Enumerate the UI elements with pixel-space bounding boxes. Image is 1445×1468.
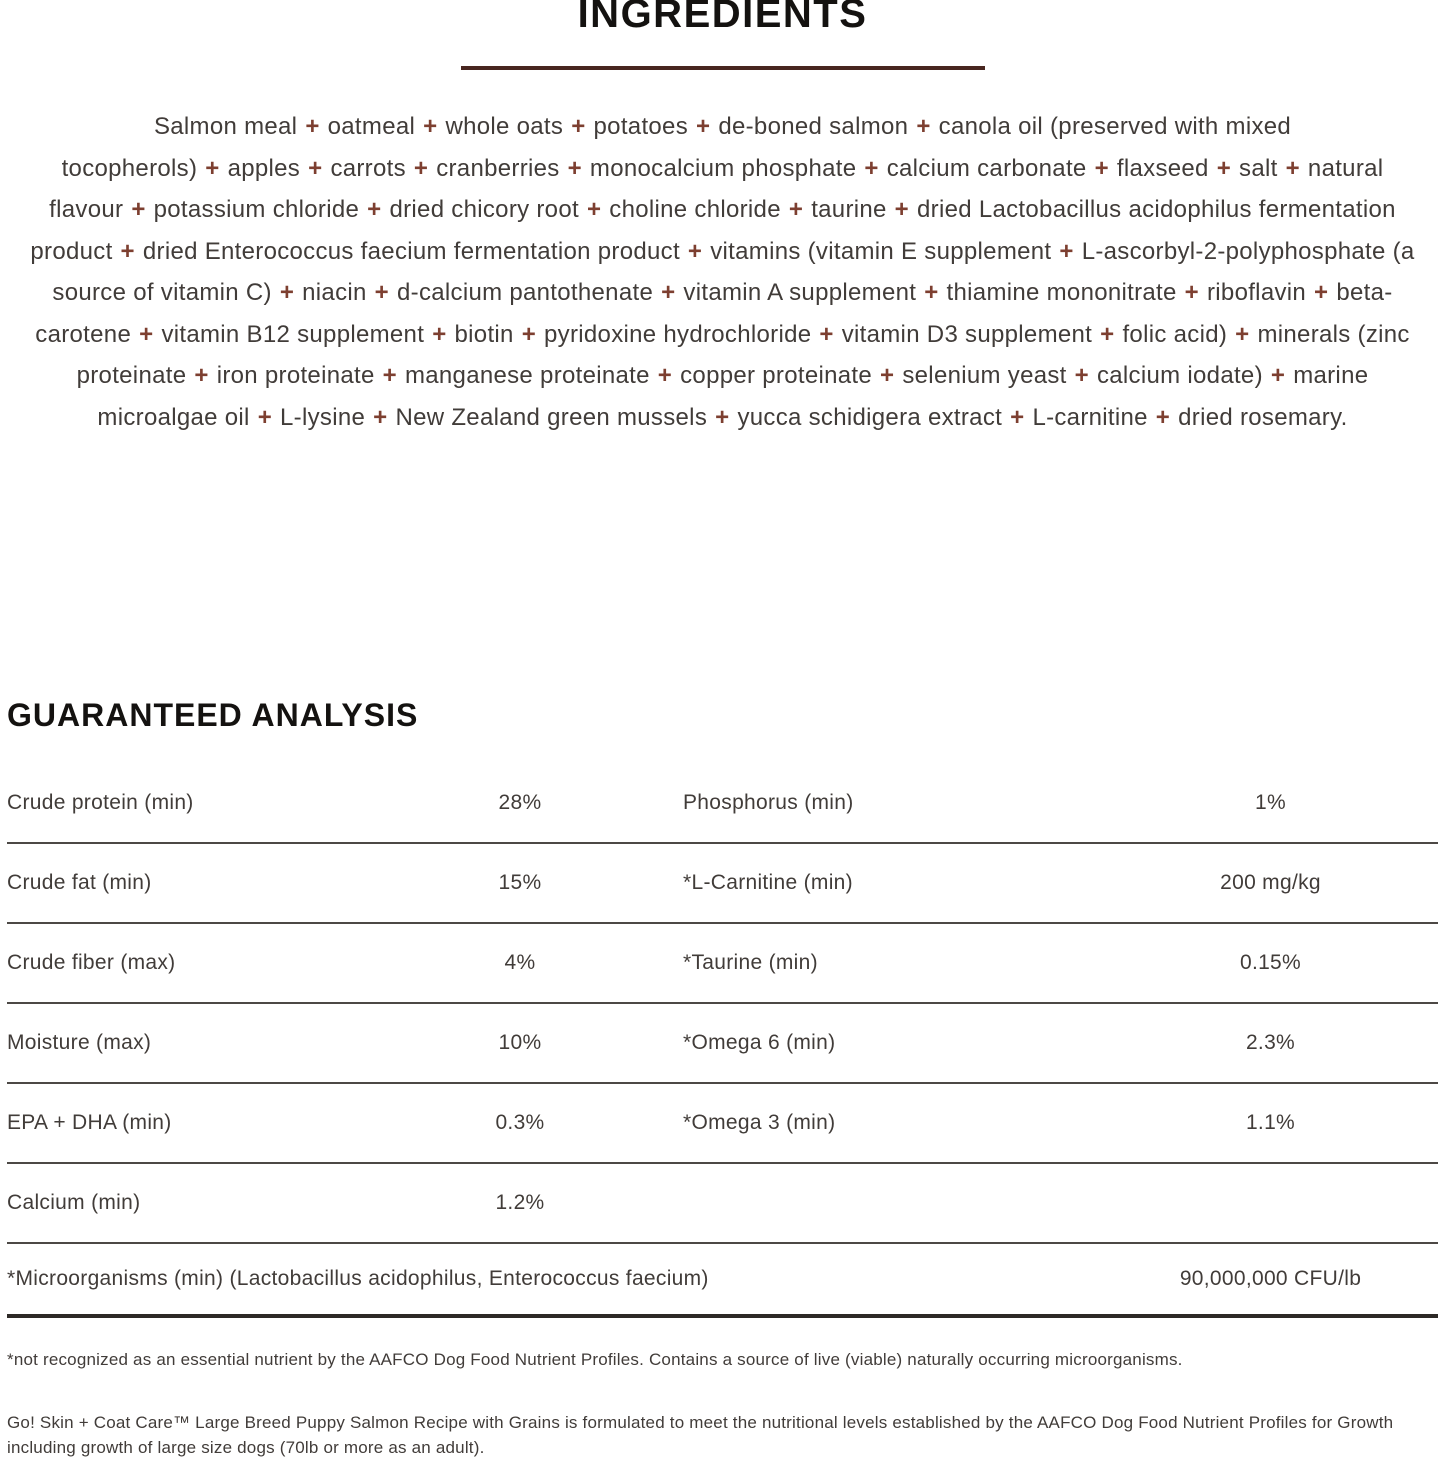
nutrient-label: *Taurine (min) <box>683 951 818 974</box>
plus-separator-icon: + <box>131 196 146 223</box>
ingredient-item: potassium chloride <box>153 196 360 223</box>
nutrient-label: Moisture (max) <box>7 1031 152 1054</box>
nutrient-value: 200 mg/kg <box>1220 871 1321 894</box>
nutrient-value: 0.3% <box>495 1111 545 1134</box>
ingredient-item: choline chloride <box>609 196 781 223</box>
plus-separator-icon: + <box>120 237 135 265</box>
plus-separator-icon: + <box>367 196 382 223</box>
analysis-row <box>7 844 1438 924</box>
nutrient-label: Calcium (min) <box>7 1191 141 1214</box>
ingredient-item: L-ascorbyl-2-polyphosphate (a source of vitamin C) <box>52 237 1415 306</box>
ingredient-item: yucca schidigera extract <box>737 403 1003 431</box>
ingredient-item: apples <box>227 154 301 182</box>
plus-separator-icon: + <box>1184 279 1199 306</box>
ingredient-item: de-boned salmon <box>718 113 909 140</box>
ingredient-item: monocalcium phosphate <box>589 154 857 182</box>
ingredient-item: vitamin D3 supplement <box>841 320 1093 348</box>
plus-separator-icon: + <box>571 113 586 140</box>
nutrient-value: 4% <box>504 951 536 974</box>
ingredient-item: vitamin A supplement <box>683 279 917 306</box>
ingredient-item: taurine <box>811 196 887 223</box>
plus-separator-icon: + <box>1285 154 1300 182</box>
ingredient-item: vitamins (vitamin E supplement <box>710 237 1052 265</box>
nutrient-value: 1% <box>1255 791 1286 814</box>
plus-separator-icon: + <box>413 154 429 182</box>
plus-separator-icon: + <box>1059 237 1074 265</box>
ingredient-item: dried Enterococcus faecium fermentation product <box>142 237 680 265</box>
ingredient-item: dried Lactobacillus acidophilus fermentation product <box>30 196 1396 265</box>
ingredient-item: vitamin B12 supplement <box>161 320 425 348</box>
plus-separator-icon: + <box>788 196 804 223</box>
plus-separator-icon: + <box>1235 320 1250 348</box>
ingredient-item: folic acid) <box>1122 320 1228 348</box>
ingredient-item: beta-carotene <box>35 279 1393 348</box>
nutrient-value: 1.1% <box>1245 1111 1296 1134</box>
nutrient-label: *L-Carnitine (min) <box>683 871 853 894</box>
ingredient-item: minerals (zinc proteinate <box>76 320 1410 389</box>
plus-separator-icon: + <box>1270 362 1286 389</box>
nutrient-label: *Microorganisms (min) (Lactobacillus acidophilus, Enterococcus faecium) <box>7 1267 709 1290</box>
ingredient-item: copper proteinate <box>680 362 873 389</box>
plus-separator-icon: + <box>374 279 389 306</box>
nutrient-label: Crude fiber (max) <box>7 951 176 974</box>
plus-separator-icon: + <box>864 154 879 182</box>
formulation-statement: Go! Skin + Coat Care™ Large Breed Puppy Salmon Recipe with Grains is formulated to meet the nutritional levels established by the AAFCO Dog Food Nutrient Profiles for Growth including growth of large size dogs (70lb or more as an adult). <box>7 1413 1394 1457</box>
plus-separator-icon: + <box>819 320 834 348</box>
nutrient-label: EPA + DHA (min) <box>7 1111 172 1134</box>
plus-separator-icon: + <box>880 362 895 389</box>
plus-separator-icon: + <box>305 113 320 140</box>
plus-separator-icon: + <box>696 113 711 140</box>
analysis-row-microorganisms <box>7 1244 1438 1318</box>
nutrient-value: 28% <box>498 791 542 814</box>
ingredient-item: calcium iodate) <box>1096 362 1263 389</box>
nutrient-value: 15% <box>498 871 542 894</box>
plus-separator-icon: + <box>687 237 703 265</box>
ingredient-item: New Zealand green mussels <box>395 403 708 431</box>
plus-separator-icon: + <box>894 196 909 223</box>
nutrient-value: 2.3% <box>1245 1031 1296 1054</box>
ingredient-item: d-calcium pantothenate <box>397 279 654 306</box>
plus-separator-icon: + <box>661 279 676 306</box>
ingredient-item: L-lysine <box>280 403 366 431</box>
nutrient-value: 0.15% <box>1239 951 1302 974</box>
plus-separator-icon: + <box>1010 403 1025 431</box>
nutrient-value: 90,000,000 CFU/lb <box>1179 1267 1362 1290</box>
ingredient-item: selenium yeast <box>902 362 1067 389</box>
plus-separator-icon: + <box>257 403 273 431</box>
nutrient-label: Phosphorus (min) <box>683 791 854 814</box>
analysis-row <box>7 1084 1438 1164</box>
plus-separator-icon: + <box>586 196 602 223</box>
ingredient-item: marine microalgae oil <box>97 362 1369 431</box>
plus-separator-icon: + <box>279 279 295 306</box>
guaranteed-analysis-heading: GUARANTEED ANALYSIS <box>7 697 419 733</box>
nutrient-label: Crude fat (min) <box>7 871 152 894</box>
ingredient-item: biotin <box>454 320 514 348</box>
plus-separator-icon: + <box>1094 154 1109 182</box>
ingredient-item: iron proteinate <box>216 362 375 389</box>
plus-separator-icon: + <box>521 320 537 348</box>
plus-separator-icon: + <box>1074 362 1089 389</box>
ingredient-item: calcium carbonate <box>886 154 1087 182</box>
analysis-row <box>7 1164 1438 1244</box>
nutrient-label: *Omega 6 (min) <box>683 1031 836 1054</box>
plus-separator-icon: + <box>1314 279 1329 306</box>
plus-separator-icon: + <box>1155 403 1171 431</box>
plus-separator-icon: + <box>1216 154 1232 182</box>
nutrient-value: 10% <box>498 1031 542 1054</box>
ingredient-item: thiamine mononitrate <box>946 279 1177 306</box>
plus-separator-icon: + <box>432 320 447 348</box>
plus-separator-icon: + <box>373 403 388 431</box>
ingredient-item: carrots <box>330 154 406 182</box>
plus-separator-icon: + <box>924 279 939 306</box>
ingredient-item: cranberries <box>436 154 560 182</box>
ingredient-item: potatoes <box>593 113 689 140</box>
ingredient-item: Salmon meal <box>153 113 298 140</box>
plus-separator-icon: + <box>916 113 931 140</box>
plus-separator-icon: + <box>423 113 438 140</box>
analysis-row <box>7 924 1438 1004</box>
ingredient-item: riboflavin <box>1207 279 1307 306</box>
plus-separator-icon: + <box>382 362 397 389</box>
ingredient-item: manganese proteinate <box>404 362 650 389</box>
ingredient-item: natural flavour <box>49 154 1384 223</box>
heading-underline-rule <box>461 66 985 70</box>
ingredient-item: L-carnitine <box>1032 403 1148 431</box>
plus-separator-icon: + <box>1100 320 1115 348</box>
ingredient-item: dried rosemary. <box>1178 403 1348 431</box>
analysis-table <box>7 764 1438 1318</box>
nutrient-value: 1.2% <box>495 1191 545 1214</box>
ingredient-item: salt <box>1239 154 1278 182</box>
plus-separator-icon: + <box>715 403 730 431</box>
plus-separator-icon: + <box>567 154 582 182</box>
analysis-row <box>7 764 1438 844</box>
analysis-row <box>7 1004 1438 1084</box>
plus-separator-icon: + <box>308 154 323 182</box>
ingredient-item: whole oats <box>445 113 564 140</box>
ingredient-item: flaxseed <box>1116 154 1209 182</box>
plus-separator-icon: + <box>139 320 154 348</box>
nutrient-label: *Omega 3 (min) <box>683 1111 836 1134</box>
plus-separator-icon: + <box>205 154 220 182</box>
ingredient-item: dried chicory root <box>389 196 579 223</box>
ingredient-item: canola oil (preserved with mixed tocopherols) <box>61 113 1292 182</box>
ingredient-item: oatmeal <box>327 113 416 140</box>
plus-separator-icon: + <box>194 362 209 389</box>
nutrient-label: Crude protein (min) <box>7 791 194 814</box>
ingredients-text <box>0 106 1445 484</box>
ingredients-heading: INGREDIENTS <box>577 0 868 36</box>
aafco-footnote: *not recognized as an essential nutrient by the AAFCO Dog Food Nutrient Profiles. Contains a source of live (viable) naturally occurring microorganisms. <box>7 1350 1183 1369</box>
ingredient-item: pyridoxine hydrochloride <box>544 320 812 348</box>
ingredient-item: niacin <box>302 279 367 306</box>
plus-separator-icon: + <box>657 362 673 389</box>
